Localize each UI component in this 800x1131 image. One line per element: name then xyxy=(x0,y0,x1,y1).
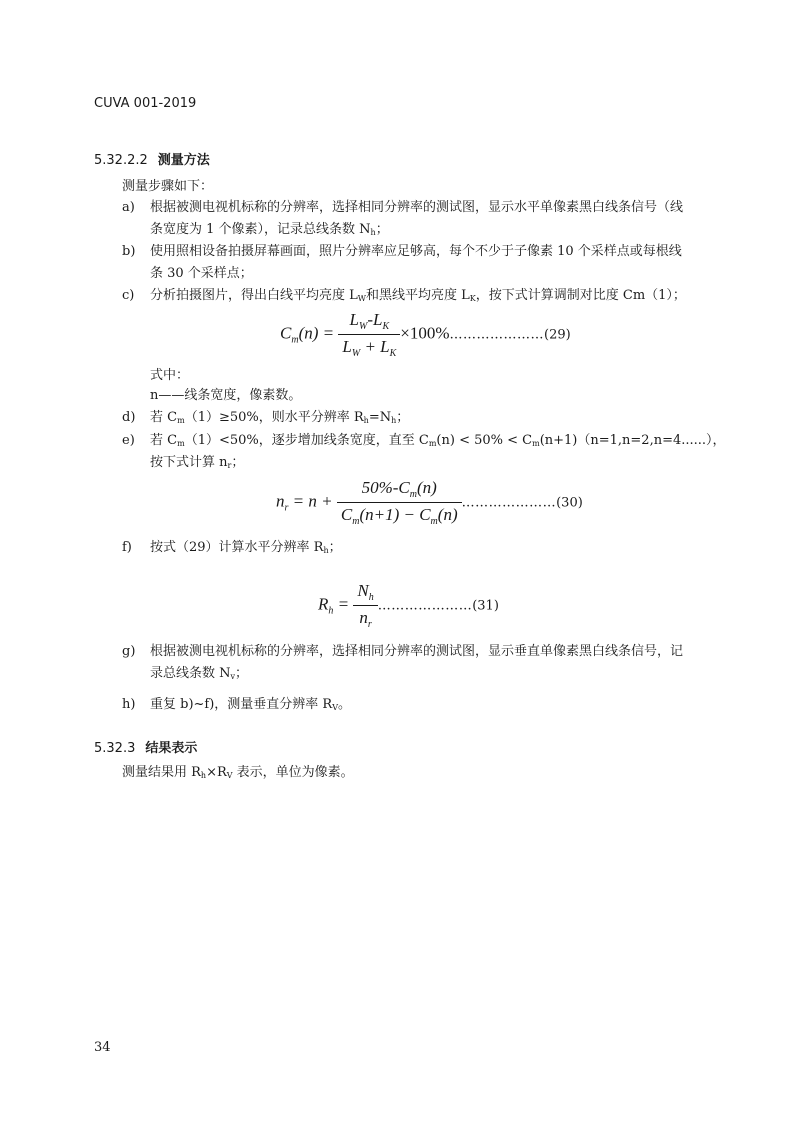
item-g-line2: 录总线条数 $N_v$； xyxy=(150,666,249,681)
item-e-line1: 若 $C_m(1)<50\%$，逐步增加线条宽度，直至 $C_m(n) < 50\% < C_m(n+1)(n=1,n=2,n=4......)$， xyxy=(150,433,726,448)
item-label-e: e) xyxy=(122,433,135,448)
item-b-line2: 条 30 个采样点； xyxy=(150,266,253,281)
where-label: 式中： xyxy=(150,368,190,383)
intro-text: 测量步骤如下： xyxy=(122,179,214,194)
item-label-b: b) xyxy=(122,244,136,259)
equation-30-fraction: $\frac{50\%-C_m(n)}{C_m(n+1) - C_m(n)}$ xyxy=(337,478,462,527)
section-title: 测量方法 xyxy=(157,153,210,168)
page-number: 34 xyxy=(94,1040,111,1055)
item-label-a: a) xyxy=(122,200,135,215)
equation-31: $R_h$ = $\frac{N_h}{n_r}$ …………………(31) xyxy=(318,581,499,630)
equation-30: $n_r = n$ + $\frac{50\%-C_m(n)}{C_m(n+1) - C_m(n)}$ …………………(30) xyxy=(276,478,583,527)
equation-number-31: (31) xyxy=(472,598,499,614)
item-h-text: 重复 b)~f)，测量垂直分辨率 $R_V$。 xyxy=(150,697,352,712)
item-f-text: 按式（29）计算水平分辨率 $R_h$； xyxy=(150,540,342,555)
item-label-d: d) xyxy=(122,410,136,425)
item-e-line2: 按下式计算 $n_r$； xyxy=(150,455,245,470)
equation-number-29: (29) xyxy=(544,327,571,343)
where-definition: n——线条宽度，像素数。 xyxy=(150,388,302,403)
section-number: 5.32.2.2 xyxy=(94,153,148,168)
equation-31-fraction: $\frac{N_h}{n_r}$ xyxy=(353,581,377,630)
equation-number-30: (30) xyxy=(556,495,583,511)
item-label-c: c) xyxy=(122,288,135,303)
section-title: 结果表示 xyxy=(145,741,198,756)
item-a-line2: 条宽度为 1 个像素），记录总线条数 $N_h$； xyxy=(150,222,389,237)
section-heading-measurement-method xyxy=(94,149,210,168)
item-label-g: g) xyxy=(122,644,136,659)
equation-29-fraction: $\frac{L_W-L_K}{L_W + L_K}$ xyxy=(338,310,400,359)
item-a-line1: 根据被测电视机标称的分辨率，选择相同分辨率的测试图，显示水平单像素黑白线条信号（线 xyxy=(150,200,684,215)
document-id: CUVA 001-2019 xyxy=(94,96,197,111)
result-text: 测量结果用 $R_h\times R_V$ 表示，单位为像素。 xyxy=(122,765,354,780)
item-label-f: f) xyxy=(122,540,132,555)
item-c-text: 分析拍摄图片，得出白线平均亮度 $L_W$和黑线平均亮度 $L_K$，按下式计算调制对比度 Cm（1）； xyxy=(150,288,686,303)
item-d-text: 若 $C_m(1)\ge 50\%$，则水平分辨率 $R_h=N_h$； xyxy=(150,410,410,425)
equation-29: $C_m(n)$ = $\frac{L_W-L_K}{L_W + L_K}$ ×100%…………………(29) xyxy=(280,310,571,359)
section-heading-result xyxy=(94,737,197,756)
item-label-h: h) xyxy=(122,697,136,712)
item-b-line1: 使用照相设备拍摄屏幕画面，照片分辨率应足够高，每个不少于子像素 10 个采样点或每根线 xyxy=(150,244,682,259)
item-g-line1: 根据被测电视机标称的分辨率，选择相同分辨率的测试图，显示垂直单像素黑白线条信号，记 xyxy=(150,644,684,659)
section-number: 5.32.3 xyxy=(94,741,136,756)
